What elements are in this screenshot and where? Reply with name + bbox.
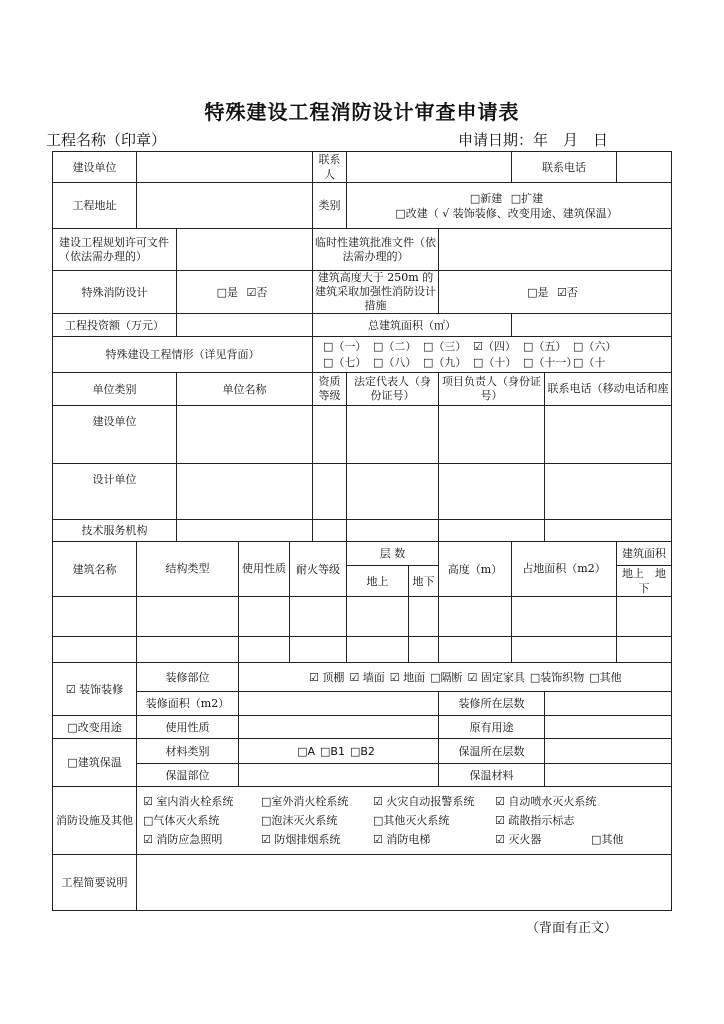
ff-emergency-light[interactable]: ☑ 消防应急照明 xyxy=(143,833,223,846)
contact-field[interactable] xyxy=(347,152,512,183)
ff-smoke-exhaust[interactable]: ☑ 防烟排烟系统 xyxy=(261,833,341,846)
option-new[interactable]: □新建 xyxy=(469,191,503,205)
height-measures-label: 建筑高度大于 250m 的建筑采取加强性消防设计措施 xyxy=(313,271,439,314)
decoration-floor-label: 装修所在层数 xyxy=(439,692,545,716)
bldg-cell[interactable] xyxy=(290,597,347,637)
unit-designer-qual[interactable] xyxy=(313,464,347,520)
use-change-use-field[interactable] xyxy=(239,716,439,739)
phone-label: 联系电话 xyxy=(512,152,617,183)
insulation-floor-field[interactable] xyxy=(545,739,672,764)
summary-label: 工程简要说明 xyxy=(53,855,137,911)
ff-evac-sign[interactable]: ☑ 疏散指示标志 xyxy=(495,814,575,827)
project-lead-header: 项目负责人（身份证号） xyxy=(439,373,545,406)
area-above-header: 地上 xyxy=(622,567,645,580)
unit-designer-phone[interactable] xyxy=(545,464,672,520)
unit-builder-qual[interactable] xyxy=(313,406,347,464)
bldg-cell[interactable] xyxy=(347,597,409,637)
decoration-area-field[interactable] xyxy=(239,692,439,716)
legal-rep-header: 法定代表人（身份证号） xyxy=(347,373,439,406)
ff-outdoor-hydrant[interactable]: □室外消火栓系统 xyxy=(261,795,349,808)
unit-designer-name[interactable] xyxy=(177,464,313,520)
bldg-cell[interactable] xyxy=(137,597,239,637)
situation-option-2[interactable]: □（二） xyxy=(373,339,417,353)
unit-tech-legal[interactable] xyxy=(347,520,439,542)
situation-option-12[interactable]: □（十 xyxy=(573,355,606,369)
permit-field[interactable] xyxy=(177,229,313,271)
unit-builder-name[interactable] xyxy=(177,406,313,464)
category-options xyxy=(347,183,672,229)
situation-option-8[interactable]: □（八） xyxy=(373,355,417,369)
unit-name-header: 单位名称 xyxy=(177,373,313,406)
fire-facilities-options xyxy=(137,787,672,855)
situation-option-5[interactable]: □（五） xyxy=(523,339,567,353)
ff-sprinkler[interactable]: ☑ 自动喷水灭火系统 xyxy=(495,795,597,808)
summary-field[interactable] xyxy=(137,855,672,911)
ff-extinguisher[interactable]: ☑ 灭火器 xyxy=(495,833,542,846)
situation-option-1[interactable]: □（一） xyxy=(323,339,367,353)
bldg-name-header: 建筑名称 xyxy=(53,542,137,597)
height-header: 高度（m） xyxy=(439,542,512,597)
floors-above-header: 地上 xyxy=(347,566,409,597)
project-name-label: 工程名称（印章） xyxy=(46,131,167,149)
qualification-header: 资质等级 xyxy=(313,373,347,406)
unit-builder-pm[interactable] xyxy=(439,406,545,464)
insulation-part-label: 保温部位 xyxy=(137,764,239,787)
application-form xyxy=(52,151,672,911)
material-b1[interactable]: □B1 xyxy=(320,744,345,758)
bldg-area-header: 建筑面积 xyxy=(617,542,672,566)
situation-option-9[interactable]: □（九） xyxy=(423,355,467,369)
original-use-label: 原有用途 xyxy=(439,716,545,739)
contact-label: 联系人 xyxy=(313,152,347,183)
decoration-part-label: 装修部位 xyxy=(137,663,239,692)
bldg-cell[interactable] xyxy=(53,597,137,637)
use-header: 使用性质 xyxy=(239,542,290,597)
height-yes[interactable]: □是 xyxy=(527,285,549,299)
deco-fabric[interactable]: □装饰织物 xyxy=(529,670,585,684)
situation-option-6[interactable]: □（六） xyxy=(573,339,617,353)
decoration-parts xyxy=(239,663,672,692)
ff-foam-extinguish[interactable]: □泡沫灭火系统 xyxy=(261,814,338,827)
page-title: 特殊建设工程消防设计审查申请表 xyxy=(204,100,520,124)
ff-gas-extinguish[interactable]: □气体灭火系统 xyxy=(143,814,220,827)
height-no[interactable]: ☑否 xyxy=(557,285,578,299)
unit-tech-label: 技术服务机构 xyxy=(53,520,177,542)
builder-field[interactable] xyxy=(137,152,313,183)
bldg-cell[interactable] xyxy=(53,637,137,663)
bldg-cell[interactable] xyxy=(439,637,512,663)
ff-other-extinguish[interactable]: □其他灭火系统 xyxy=(373,814,450,827)
temp-permit-label: 临时性建筑批准文件（依法需办理的） xyxy=(313,229,439,271)
height-measures-options xyxy=(439,271,672,314)
deco-other[interactable]: □其他 xyxy=(589,670,622,684)
bldg-cell[interactable] xyxy=(290,637,347,663)
address-label: 工程地址 xyxy=(53,183,137,229)
material-a[interactable]: □A xyxy=(297,744,315,758)
deco-ceiling[interactable]: ☑ 顶棚 xyxy=(309,670,345,684)
unit-builder-phone[interactable] xyxy=(545,406,672,464)
investment-label: 工程投资额（万元） xyxy=(53,314,177,337)
bldg-cell[interactable] xyxy=(239,597,290,637)
phone-field[interactable] xyxy=(617,152,672,183)
bldg-cell[interactable] xyxy=(409,597,439,637)
unit-tech-pm[interactable] xyxy=(439,520,545,542)
situation-option-4[interactable]: ☑（四） xyxy=(473,339,516,353)
footprint-header: 占地面积（m2） xyxy=(512,542,617,597)
use-change-checkbox[interactable]: □改变用途 xyxy=(53,716,137,739)
bldg-cell[interactable] xyxy=(439,597,512,637)
deco-furniture[interactable]: ☑ 固定家具 xyxy=(467,670,525,684)
special-no[interactable]: ☑否 xyxy=(246,285,268,299)
bldg-cell[interactable] xyxy=(137,637,239,663)
situation-option-11[interactable]: □（十一） xyxy=(523,355,578,369)
bldg-cell[interactable] xyxy=(617,637,672,663)
decoration-checkbox[interactable]: ☑ 装饰装修 xyxy=(53,663,137,716)
insulation-material-field[interactable] xyxy=(545,764,672,787)
unit-builder-label: 建设单位 xyxy=(53,406,177,464)
special-yes[interactable]: □是 xyxy=(216,285,239,299)
unit-designer-pm[interactable] xyxy=(439,464,545,520)
fire-rating-header: 耐火等级 xyxy=(290,542,347,597)
floors-header: 层 数 xyxy=(347,542,439,566)
contact-phone-header: 联系电话（移动电话和座 xyxy=(545,373,672,406)
decoration-floor-field[interactable] xyxy=(545,692,672,716)
floors-below-header: 地下 xyxy=(409,566,439,597)
insulation-floor-label: 保温所在层数 xyxy=(439,739,545,764)
bldg-cell[interactable] xyxy=(347,637,409,663)
deco-floor[interactable]: ☑ 地面 xyxy=(389,670,426,684)
option-rebuild[interactable]: □改建（ √ 装饰装修、改变用途、建筑保温） xyxy=(395,206,618,220)
bldg-cell[interactable] xyxy=(512,637,617,663)
unit-tech-qual[interactable] xyxy=(313,520,347,542)
ff-fire-elevator[interactable]: ☑ 消防电梯 xyxy=(373,833,431,846)
original-use-field[interactable] xyxy=(545,716,672,739)
bldg-cell[interactable] xyxy=(239,637,290,663)
unit-designer-label: 设计单位 xyxy=(53,464,177,520)
unit-tech-phone[interactable] xyxy=(545,520,672,542)
insulation-checkbox[interactable]: □建筑保温 xyxy=(53,739,137,787)
situation-option-3[interactable]: □（三） xyxy=(423,339,467,353)
material-b2[interactable]: □B2 xyxy=(349,744,375,758)
total-area-label: 总建筑面积（㎡） xyxy=(313,314,512,337)
fire-facilities-label: 消防设施及其他 xyxy=(53,787,137,855)
deco-partition[interactable]: □隔断 xyxy=(430,670,463,684)
bldg-cell[interactable] xyxy=(617,597,672,637)
ff-fire-alarm[interactable]: ☑ 火灾自动报警系统 xyxy=(373,795,475,808)
material-class-options xyxy=(239,739,439,764)
builder-label: 建设单位 xyxy=(53,152,137,183)
bldg-cell[interactable] xyxy=(512,597,617,637)
area-above-below-header xyxy=(617,566,672,597)
unit-designer-legal[interactable] xyxy=(347,464,439,520)
insulation-part-field[interactable] xyxy=(239,764,439,787)
decoration-area-label: 装修面积（m2） xyxy=(137,692,239,716)
ff-other[interactable]: □其他 xyxy=(591,833,624,846)
bldg-cell[interactable] xyxy=(409,637,439,663)
total-area-field[interactable] xyxy=(512,314,672,337)
special-design-options xyxy=(177,271,313,314)
special-design-label: 特殊消防设计 xyxy=(53,271,177,314)
investment-field[interactable] xyxy=(177,314,313,337)
option-expand[interactable]: □扩建 xyxy=(510,191,544,205)
situation-options xyxy=(313,337,672,373)
ff-indoor-hydrant[interactable]: ☑ 室内消火栓系统 xyxy=(143,795,234,808)
unit-tech-name[interactable] xyxy=(177,520,313,542)
situation-label: 特殊建设工程情形（详见背面） xyxy=(53,337,313,373)
situation-option-10[interactable]: □（十） xyxy=(473,355,517,369)
temp-permit-field[interactable] xyxy=(439,229,672,271)
address-field[interactable] xyxy=(137,183,313,229)
situation-option-7[interactable]: □（七） xyxy=(323,355,367,369)
insulation-material-label: 保温材料 xyxy=(439,764,545,787)
category-label: 类别 xyxy=(313,183,347,229)
use-change-use-label: 使用性质 xyxy=(137,716,239,739)
structure-header: 结构类型 xyxy=(137,542,239,597)
permit-label: 建设工程规划许可文件（依法需办理的） xyxy=(53,229,177,271)
area-below-header: 地下 xyxy=(638,567,667,595)
unit-type-header: 单位类别 xyxy=(53,373,177,406)
footer-note: （背面有正文） xyxy=(526,921,618,936)
unit-builder-legal[interactable] xyxy=(347,406,439,464)
apply-date-label: 申请日期：年 月 日 xyxy=(458,131,609,149)
material-class-label: 材料类别 xyxy=(137,739,239,764)
deco-wall[interactable]: ☑ 墙面 xyxy=(349,670,385,684)
